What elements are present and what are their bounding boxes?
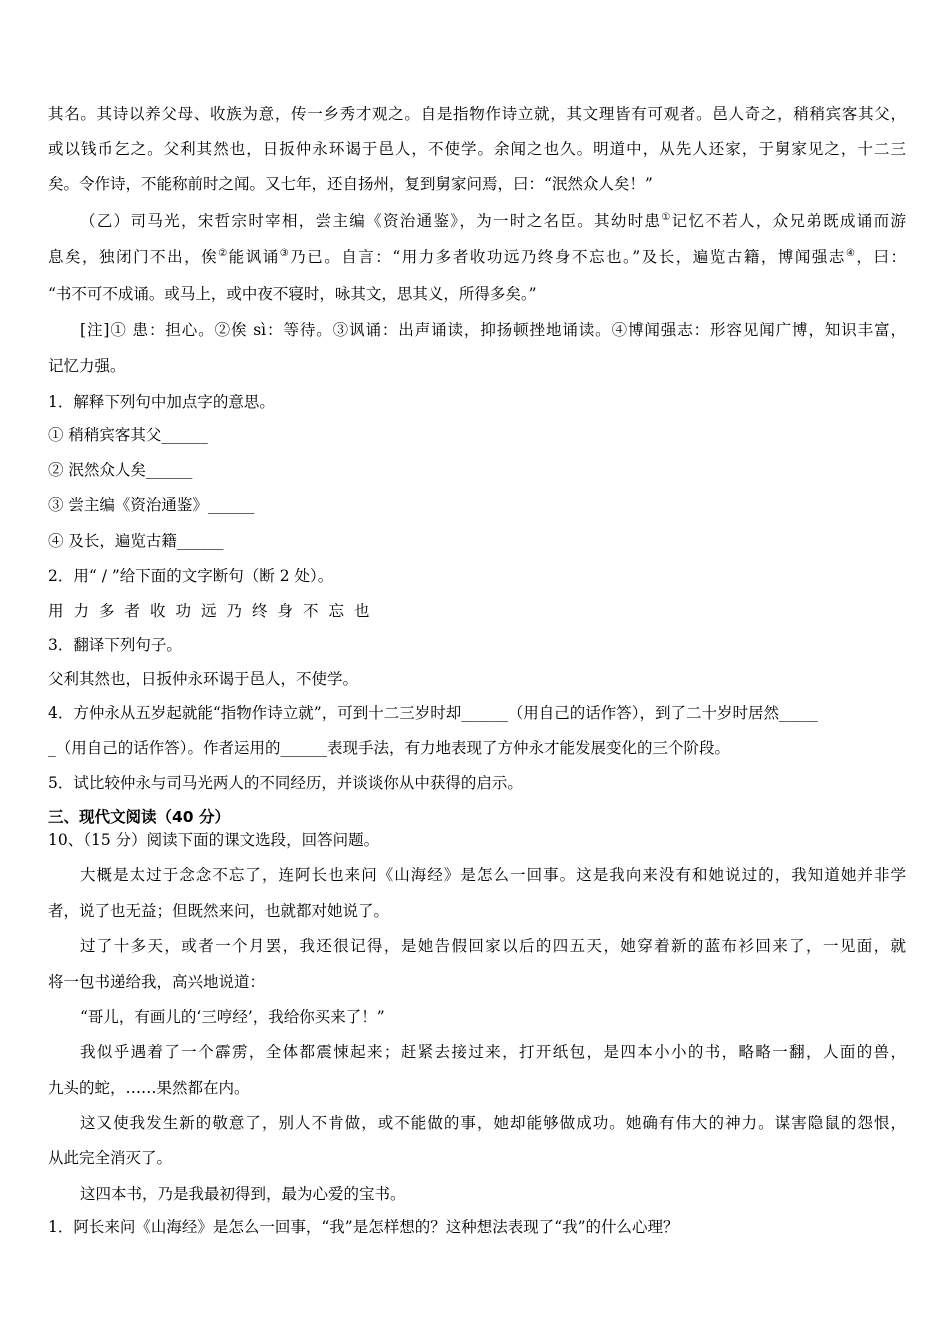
- question-1-a: ① 稍稍宾客其父______: [48, 426, 208, 444]
- question-4-line-1: 4．方仲永从五岁起就能“指物作诗立就”，可到十二三岁时却______（用自己的话作答），到了二十岁时居然_____: [48, 704, 818, 722]
- reading-p2-line-2: 将一包书递给我，高兴地说道：: [48, 973, 266, 991]
- reading-p6: 这四本书，乃是我最初得到，最为心爱的宝书。: [80, 1185, 406, 1203]
- question-10-intro: 10、（15 分）阅读下面的课文选段，回答问题。: [48, 831, 380, 849]
- passage-a-line-1: 其名。其诗以养父母、收族为意，传一乡秀才观之。自是指物作诗立就，其文理皆有可观者。邑人奇之，稍稍宾客其父，: [48, 105, 906, 123]
- question-3: 3．翻译下列句子。: [48, 636, 182, 654]
- question-4-line-2: _（用自己的话作答）。作者运用的______表现手法，有力地表现了方仲永才能发展变化的三个阶段。: [48, 739, 731, 757]
- passage-a-line-3: 矣。令作诗，不能称前时之闻。又七年，还自扬州，复到舅家问焉，曰：“泯然众人矣！”: [48, 175, 653, 193]
- reading-p2-line-1: 过了十多天，或者一个月罢，我还很记得，是她告假回家以后的四五天，她穿着新的蓝布衫回来了，一见面，就: [80, 937, 906, 955]
- notes-line-2: 记忆力强。: [48, 357, 126, 375]
- passage-b-line-2-b: 能讽诵: [228, 248, 280, 266]
- reading-p4-line-2: 九头的蛇，……果然都在内。: [48, 1079, 250, 1097]
- question-1-c: ③ 尝主编《资治通鉴》______: [48, 496, 255, 514]
- passage-b-line-3: “书不可不成诵。或马上，或中夜不寝时，咏其文，思其义，所得多矣。”: [48, 285, 537, 303]
- passage-b-line-1: [80, 210, 906, 232]
- question-2: 2．用“ / ”给下面的文字断句（断 2 处）。: [48, 567, 334, 585]
- passage-b-line-1-rest: 记忆不若人，众兄弟既成诵而游: [671, 212, 906, 230]
- reading-p5-line-2: 从此完全消灭了。: [48, 1149, 173, 1167]
- question-1: 1．解释下列句中加点字的意思。: [48, 393, 275, 411]
- passage-b-line-2: [48, 246, 906, 268]
- reading-p1-line-2: 者，说了也无益；但既然来问，也就都对她说了。: [48, 902, 390, 920]
- footnote-ref-4: ④: [845, 247, 857, 259]
- footnote-ref-2: ②: [218, 247, 229, 259]
- question-5: 5．试比较仲永与司马光两人的不同经历，并谈谈你从中获得的启示。: [48, 774, 523, 792]
- question-10-1: 1．阿长来问《山海经》是怎么一回事，“我”是怎样想的？这种想法表现了“我”的什么心理？: [48, 1218, 679, 1236]
- passage-a-line-2: 或以钱币乞之。父利其然也，日扳仲永环谒于邑人，不使学。余闻之也久。明道中，从先人还家，于舅家见之，十二三: [48, 140, 906, 158]
- section-3-heading: 三、现代文阅读（40 分）: [48, 808, 230, 826]
- notes-line-1: [注]① 患：担心。②俟 sì：等待。③讽诵：出声诵读，抑扬顿挫地诵读。④博闻强志：形容见闻广博，知识丰富，: [80, 321, 906, 339]
- reading-p3: “哥儿，有画儿的‘三哼经’，我给你买来了！”: [80, 1008, 385, 1026]
- question-2-text: 用力多者收功远乃终身不忘也: [48, 602, 380, 620]
- passage-b-line-1-text: （乙）司马光，宋哲宗时宰相，尝主编《资治通鉴》，为一时之名臣。其幼时患: [80, 212, 662, 230]
- question-1-b: ② 泯然众人矣______: [48, 461, 193, 479]
- reading-p5-line-1: 这又使我发生新的敬意了，别人不肯做，或不能做的事，她却能够做成功。她确有伟大的神力。谋害隐鼠的怨恨，: [80, 1114, 906, 1132]
- question-3-text: 父利其然也，日扳仲永环谒于邑人，不使学。: [48, 670, 359, 688]
- passage-b-line-2-d: ，曰：: [856, 248, 906, 266]
- reading-p4-line-1: 我似乎遇着了一个霹雳，全体都震悚起来；赶紧去接过来，打开纸包，是四本小小的书，略略一翻，人面的兽，: [80, 1043, 906, 1061]
- footnote-ref-3: ③: [279, 247, 291, 259]
- reading-p1-line-1: 大概是太过于念念不忘了，连阿长也来问《山海经》是怎么一回事。这是我向来没有和她说过的，我知道她并非学: [80, 866, 906, 884]
- footnote-ref-1: ①: [661, 211, 672, 223]
- question-1-d: ④ 及长，遍览古籍______: [48, 532, 224, 550]
- passage-b-line-2-a: 息矣，独闭门不出，俟: [48, 248, 219, 266]
- passage-b-line-2-c: 乃已。自言：“用力多者收功远乃终身不忘也。”及长，遍览古籍，博闻强志: [290, 248, 846, 266]
